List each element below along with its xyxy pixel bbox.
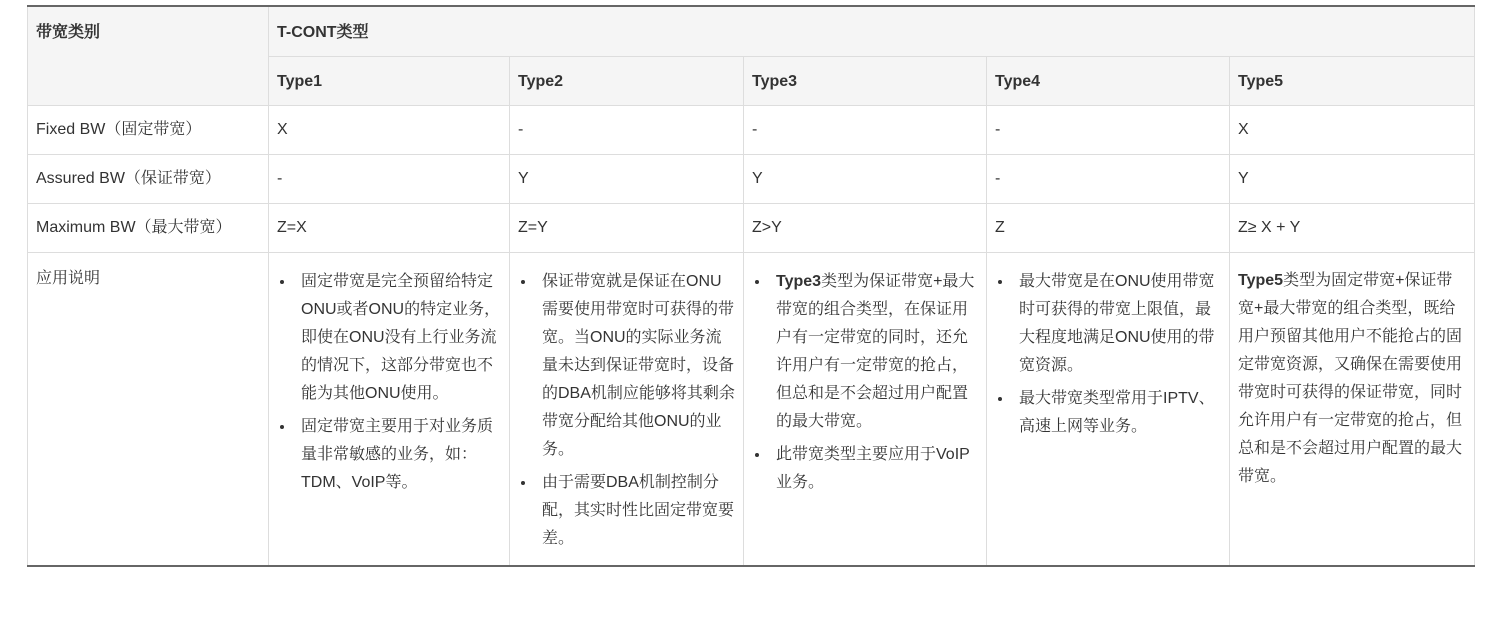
type3-bold-label: Type3 [776,272,822,290]
header-tcont-type: T-CONT类型 [269,6,1475,56]
list-item: • 保证带宽就是保证在ONU需要使用带宽时可获得的带宽。当ONU的实际业务流量未达到保证带宽时，设备的DBA机制应能够将其剩余带宽分配给其他ONU的业务。 [536,267,735,464]
type3-bullet-list [752,267,978,497]
list-item: • 固定带宽是完全预留给特定ONU或者ONU的特定业务，即使在ONU没有上行业务流的情况下，这部分带宽也不能为其他ONU使用。 [295,267,501,408]
list-item: • 最大带宽类型常用于IPTV、高速上网等业务。 [1013,384,1221,441]
row-label: Maximum BW（最大带宽） [28,203,269,252]
tcont-table [27,5,1475,567]
table-body [28,105,1475,566]
header-type1: Type1 [269,56,510,105]
table-cell: Y [744,154,987,203]
type2-bullet-list [518,267,735,553]
table-cell: X [269,105,510,154]
type5-bold-label: Type5 [1238,271,1284,289]
table-cell: - [744,105,987,154]
table-row-application [28,252,1475,566]
type3-text: 类型为保证带宽+最大带宽的组合类型，在保证用户有一定带宽的同时，还允许用户有一定带宽的抢占，但总和是不会超过用户配置的最大带宽。 [776,272,975,430]
type4-description [987,252,1230,566]
type5-text: 类型为固定带宽+保证带宽+最大带宽的组合类型，既给用户预留其他用户不能抢占的固定带宽资源，又确保在需要使用带宽时可获得的保证带宽，同时允许用户有一定带宽的抢占，但总和是不会超过用户配置的最大带宽。 [1238,271,1463,485]
table-cell: Y [1230,154,1475,203]
list-item: • 固定带宽主要用于对业务质量非常敏感的业务，如：TDM、VoIP等。 [295,412,501,497]
type4-bullet-list [995,267,1221,441]
table-cell: Z=X [269,203,510,252]
table-row-assured-bw [28,154,1475,203]
type1-description [269,252,510,566]
table-row-fixed-bw [28,105,1475,154]
table-cell: Y [510,154,744,203]
row-label: 应用说明 [28,252,269,566]
header-bandwidth-category: 带宽类别 [28,6,269,105]
list-item [770,267,978,436]
type2-description [510,252,744,566]
table-cell: Z≥ X + Y [1230,203,1475,252]
list-item: • 由于需要DBA机制控制分配，其实时性比固定带宽要差。 [536,468,735,553]
header-type3: Type3 [744,56,987,105]
header-type4: Type4 [987,56,1230,105]
row-label: Fixed BW（固定带宽） [28,105,269,154]
table-cell: Z [987,203,1230,252]
table-row-maximum-bw [28,203,1475,252]
table-header [28,6,1475,105]
table-cell: - [987,105,1230,154]
header-row-1 [28,6,1475,56]
table-cell: Z=Y [510,203,744,252]
header-type2: Type2 [510,56,744,105]
row-label: Assured BW（保证带宽） [28,154,269,203]
table-cell: Z>Y [744,203,987,252]
list-item: • 此带宽类型主要应用于VoIP业务。 [770,440,978,497]
table-cell: - [269,154,510,203]
type1-bullet-list [277,267,501,497]
header-type5: Type5 [1230,56,1475,105]
table-cell: - [510,105,744,154]
type5-description [1230,252,1475,566]
tcont-table-container [27,5,1474,567]
list-item: • 最大带宽是在ONU使用带宽时可获得的带宽上限值，最大程度地满足ONU使用的带宽资源。 [1013,267,1221,380]
type3-description [744,252,987,566]
table-cell: X [1230,105,1475,154]
table-cell: - [987,154,1230,203]
